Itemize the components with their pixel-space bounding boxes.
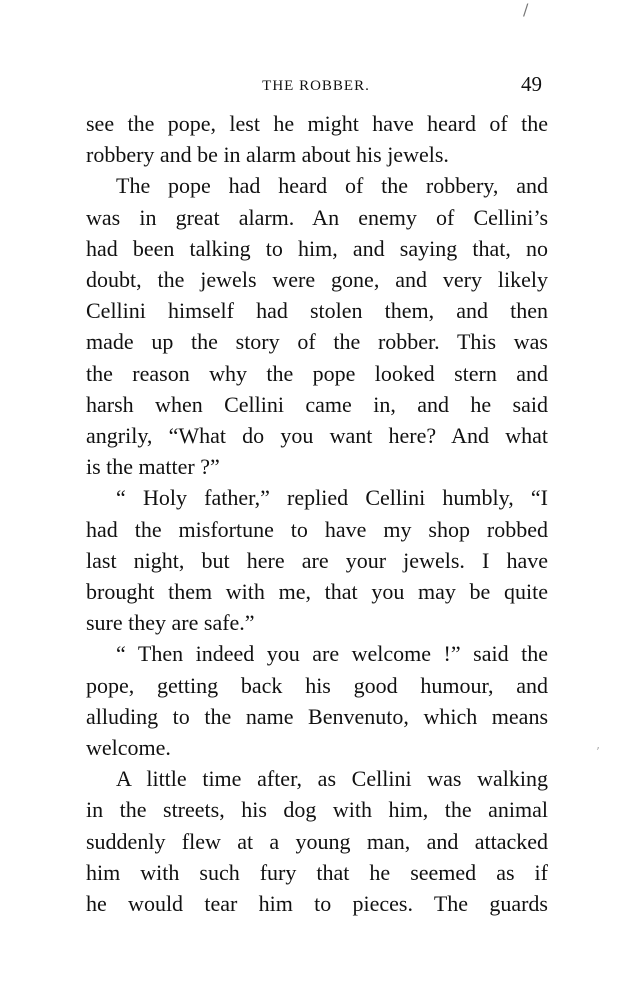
- text-line: harsh when Cellini came in, and he said: [86, 391, 548, 417]
- page-number: 49: [521, 72, 542, 96]
- text-line: robbery and be in alarm about his jewels.: [86, 142, 449, 168]
- corner-pencil-mark: /: [523, 0, 529, 19]
- text-line: angrily, “What do you want here? And what: [86, 423, 548, 449]
- text-line: “ Then indeed you are welcome !” said the: [116, 641, 548, 667]
- text-line: had been talking to him, and saying that, no: [86, 235, 548, 261]
- text-line: was in great alarm. An enemy of Cellini’s: [86, 204, 548, 230]
- text-line: brought them with me, that you may be quite: [86, 579, 548, 605]
- body-text: [86, 108, 548, 919]
- running-head: THE ROBBER.: [262, 78, 370, 94]
- text-line: doubt, the jewels were gone, and very likely: [86, 267, 548, 293]
- text-line: welcome.: [86, 735, 171, 761]
- text-line: The pope had heard of the robbery, and: [116, 173, 548, 199]
- page-header: [86, 72, 546, 102]
- text-line: “ Holy father,” replied Cellini humbly, “I: [116, 485, 548, 511]
- text-line: in the streets, his dog with him, the animal: [86, 797, 548, 823]
- text-line: Cellini himself had stolen them, and then: [86, 298, 548, 324]
- text-line: alluding to the name Benvenuto, which means: [86, 703, 548, 729]
- stray-margin-mark: ’: [596, 745, 600, 759]
- text-line: suddenly flew at a young man, and attacked: [86, 828, 548, 854]
- text-line: he would tear him to pieces. The guards: [86, 891, 548, 917]
- text-line: pope, getting back his good humour, and: [86, 672, 548, 698]
- text-line: see the pope, lest he might have heard of the: [86, 111, 548, 136]
- text-line: made up the story of the robber. This was: [86, 329, 548, 355]
- text-line: is the matter ?”: [86, 454, 220, 480]
- text-line: the reason why the pope looked stern and: [86, 360, 548, 386]
- text-line: last night, but here are your jewels. I have: [86, 547, 548, 573]
- text-line: sure they are safe.”: [86, 610, 255, 636]
- text-line: A little time after, as Cellini was walking: [116, 766, 548, 792]
- text-line: had the misfortune to have my shop robbed: [86, 516, 548, 542]
- text-line: him with such fury that he seemed as if: [86, 859, 548, 885]
